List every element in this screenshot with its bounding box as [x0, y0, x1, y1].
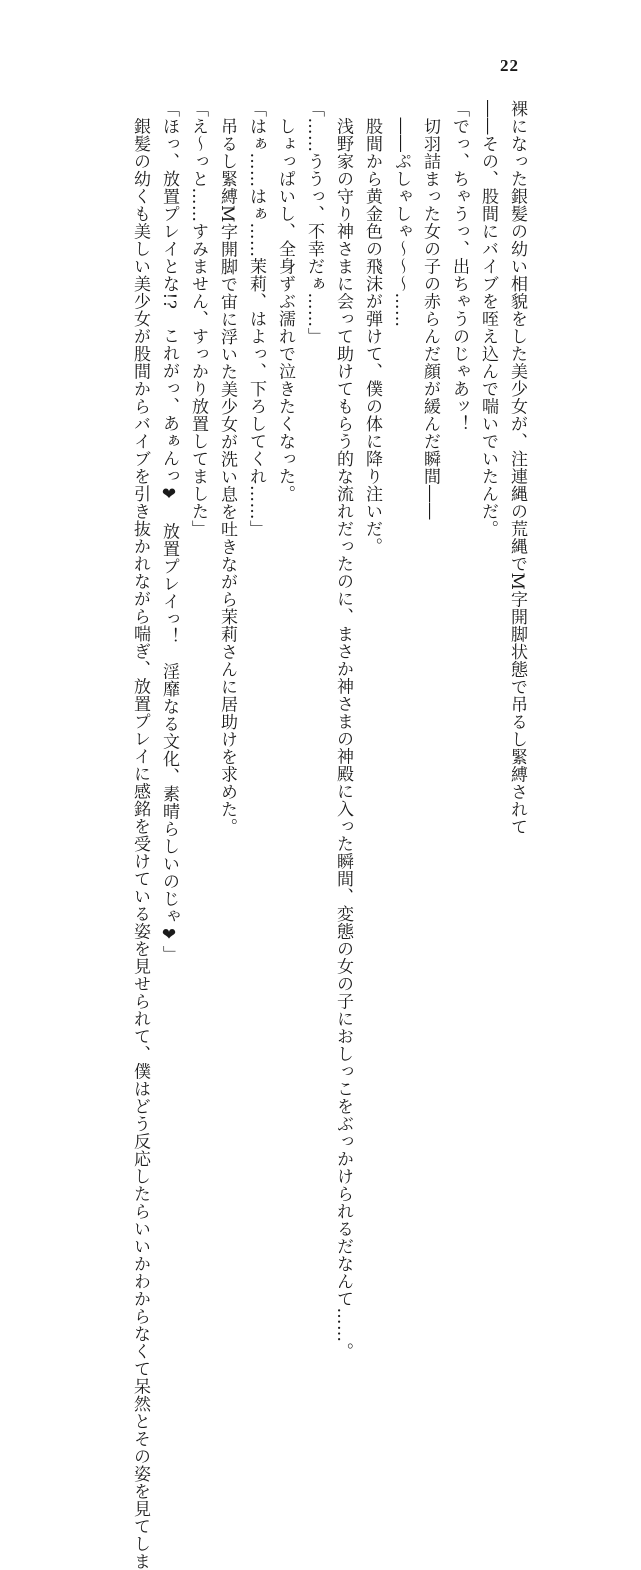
text-line: 裸になった銀髪の幼い相貌をした美少女が、注連縄の荒縄でM字開脚状態で吊るし緊縛されて — [507, 100, 527, 836]
text-line: 「でっ、ちゃうっ、出ちゃうのじゃあッ！ — [449, 100, 469, 433]
text-line: しょっぱいし、全身ずぶ濡れで泣きたくなった。 — [275, 100, 295, 503]
text-line: 股間から黄金色の飛沫が弾けて、僕の体に降り注いだ。 — [362, 100, 382, 555]
text-line: 「……ううっ、不幸だぁ……」 — [304, 100, 324, 345]
text-line: ――その、股間にバイブを咥え込んで喘いでいたんだ。 — [478, 100, 498, 538]
text-line: 吊るし緊縛M字開脚で宙に浮いた美少女が洗い息を吐きながら茉莉さんに居助けを求めた。 — [217, 100, 237, 836]
text-line: 切羽詰まった女の子の赤らんだ顔が緩んだ瞬間―― — [420, 100, 440, 520]
body-text — [125, 100, 531, 1570]
text-line: 「ほっ、放置プレイとな!? これがっ、あぁんっ❤ 放置プレイっ！ 淫靡なる文化、素晴らしいのじゃ❤」 — [159, 100, 179, 963]
page-number: 22 — [500, 56, 519, 75]
text-line: 浅野家の守り神さまに会って助けてもらう的な流れだったのに、まさか神さまの神殿に入った瞬間、変態の女の子におしっこをぶっかけられるだなんて……。 — [333, 100, 353, 1360]
text-line: 銀髪の幼くも美しい美少女が股間からバイブを引き抜かれながら喘ぎ、放置プレイに感銘を受けている姿を見せられて、僕はどう反応したらいいかわからなくて呆然とその姿を見てしま — [130, 100, 150, 1570]
text-line: 「え〜っと……すみません、すっかり放置してました」 — [188, 100, 208, 538]
text-line: 「はぁ……はぁ……茉莉、はよっ、下ろしてくれ……」 — [246, 100, 266, 538]
text-line: ――ぷしゃしゃ〜〜〜…… — [391, 100, 411, 328]
